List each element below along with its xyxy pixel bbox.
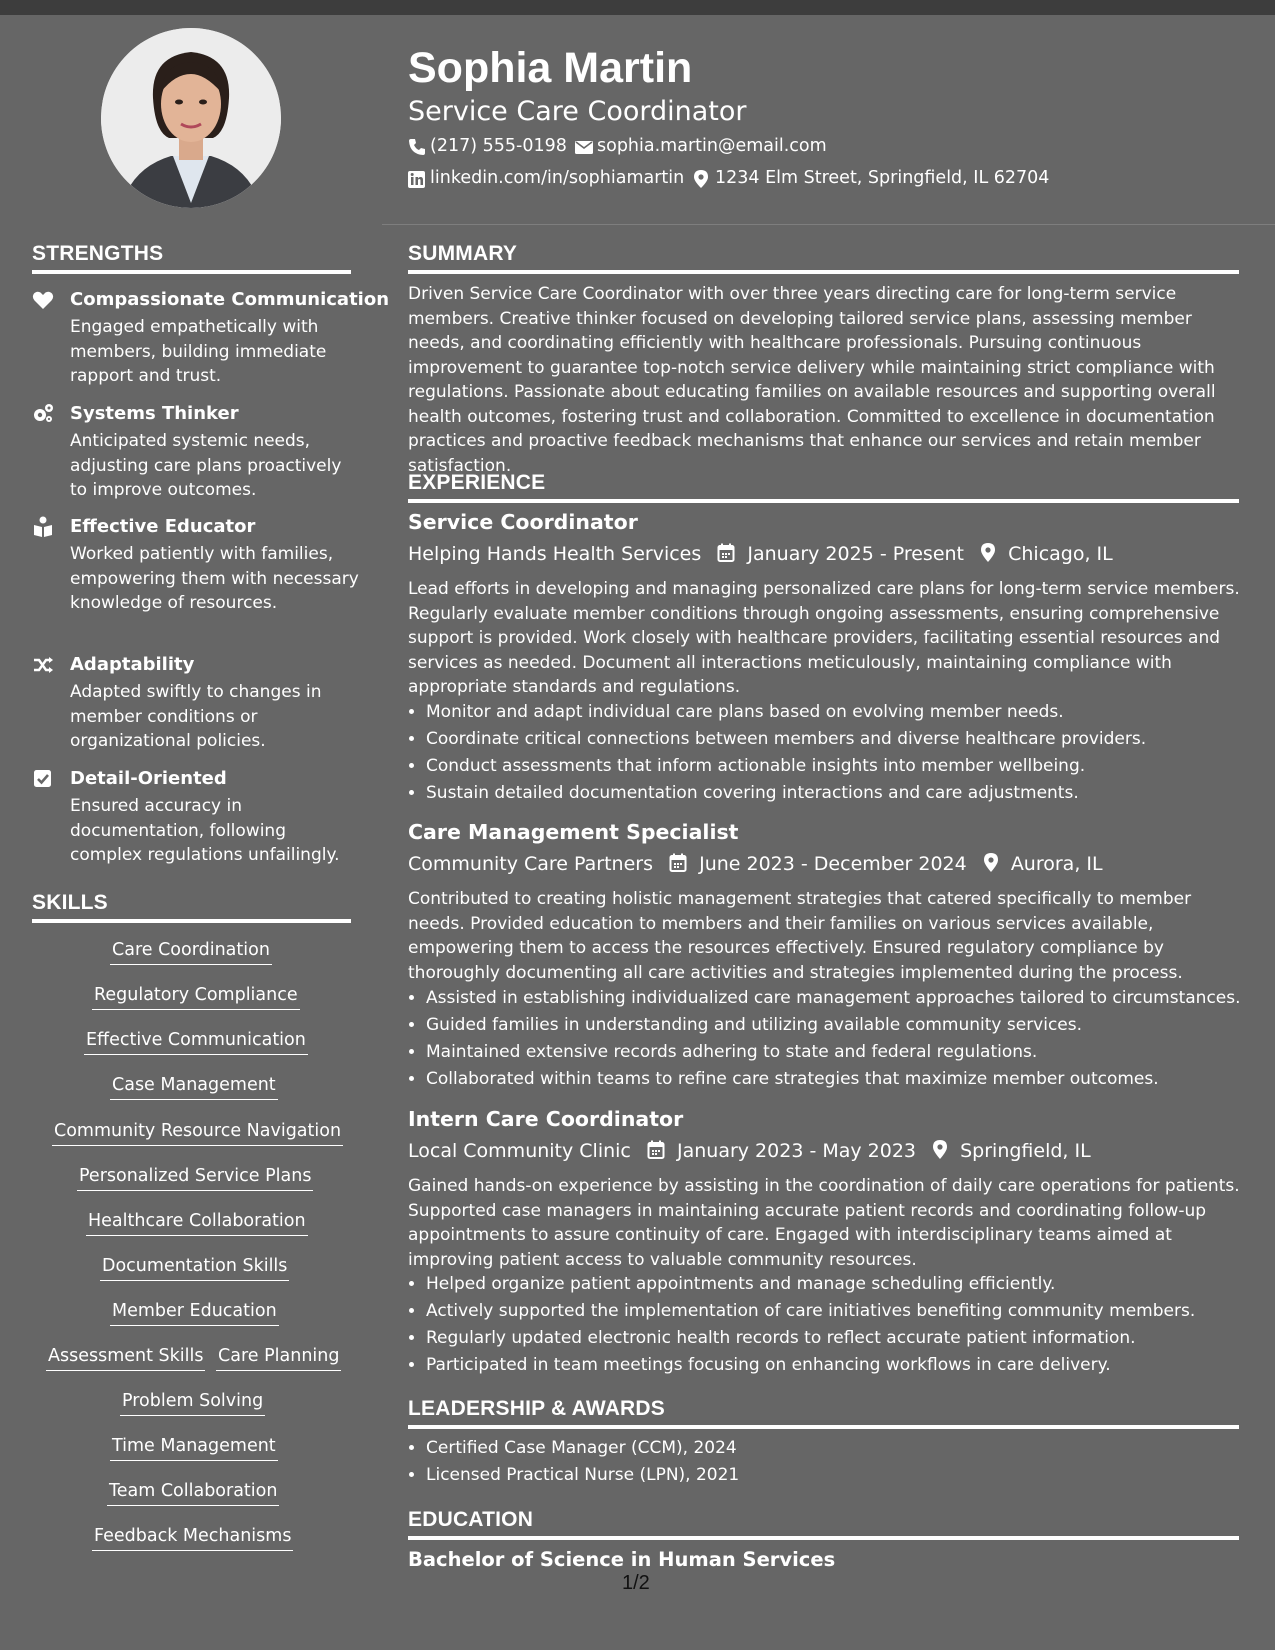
education-degree: Bachelor of Science in Human Services: [408, 1548, 836, 1571]
book-reader-icon: [32, 516, 54, 538]
list-item: • Regularly updated electronic health records to reflect accurate patient information.: [426, 1325, 1246, 1352]
job-description: Contributed to creating holistic management strategies that catered specifically to member needs. Provided education to members and their families on various services available, empowering them to access the resources effectively. Ensured regulatory compliance by thoroughly documenting all care activities and strategies implemented during the process.: [408, 889, 1192, 983]
skill-tag: Effective Communication: [84, 1030, 308, 1055]
map-pin-icon: [932, 1140, 948, 1159]
list-item: • Guided families in understanding and utilizing available community services.: [426, 1012, 1246, 1039]
candidate-name: Sophia Martin: [408, 44, 693, 92]
calendar-icon: [669, 853, 687, 872]
skills-heading: SKILLS: [32, 891, 351, 923]
job-description: Gained hands-on experience by assisting in the coordination of daily care operations for patients. Supported case managers in maintaining accurate patient records and coordinating follow-up appointments to assure continuity of care. Engaged with interdisciplinary teams aimed at improving patient access to valuable community resources.: [408, 1176, 1240, 1270]
strengths-heading: STRENGTHS: [32, 242, 351, 274]
summary-heading: SUMMARY: [408, 242, 1239, 274]
skill-tag: Healthcare Collaboration: [86, 1211, 308, 1236]
education-heading: EDUCATION: [408, 1508, 1239, 1540]
job-meta: [408, 543, 1113, 565]
job-title: Care Management Specialist: [408, 820, 739, 844]
job-meta: [408, 1140, 1091, 1162]
heart-icon: [32, 289, 54, 311]
list-item: • Monitor and adapt individual care plans based on evolving member needs.: [426, 699, 1246, 726]
summary-text: Driven Service Care Coordinator with over three years directing care for long-term service members. Creative thinker focused on developing tailored service plans, assessing member needs, and coordinating efficiently with healthcare professionals. Pursuing continuous improvement to guarantee top-notch service delivery while maintaining strict compliance with regulations. Passionate about educating families on available resources and supporting overall health outcomes, fostering trust and collaboration. Committed to excellence in documentation practices and proactive feedback mechanisms that enhance our services and retain member satisfaction.: [408, 284, 1216, 476]
job-bullets: [408, 699, 1246, 807]
skill-tag: Assessment Skills: [46, 1346, 205, 1371]
job-description: Lead efforts in developing and managing personalized care plans for long-term service members. Regularly evaluate member conditions through ongoing assessments, ensuring comprehensive support is provided. Work closely with healthcare providers, facilitating essential resources and services as needed. Document all interactions meticulously, maintaining compliance with appropriate standards and regulations.: [408, 579, 1240, 697]
profile-photo: [101, 28, 281, 208]
skill-tag: Community Resource Navigation: [52, 1121, 343, 1146]
list-item: • Coordinate critical connections between members and diverse healthcare providers.: [426, 726, 1246, 753]
list-item: • Helped organize patient appointments and manage scheduling efficiently.: [426, 1271, 1246, 1298]
skill-tag: Care Coordination: [110, 940, 272, 965]
calendar-icon: [717, 543, 735, 562]
job-dates: January 2025 - Present: [747, 543, 965, 565]
skill-tag: Documentation Skills: [100, 1256, 289, 1281]
list-item: • Conduct assessments that inform actionable insights into member wellbeing.: [426, 753, 1246, 780]
checkbox-icon: [32, 768, 54, 790]
list-item: • Licensed Practical Nurse (LPN), 2021: [426, 1462, 1246, 1489]
job-location: Chicago, IL: [1008, 543, 1113, 565]
awards-list: [408, 1435, 1246, 1489]
shuffle-icon: [32, 654, 54, 676]
skill-tag: Care Planning: [216, 1346, 341, 1371]
job-title: Service Coordinator: [408, 510, 638, 534]
gears-icon: [32, 403, 54, 425]
job-company: Helping Hands Health Services: [408, 543, 702, 565]
list-item: • Collaborated within teams to refine care strategies that maximize member outcomes.: [426, 1066, 1246, 1093]
job-meta: [408, 853, 1103, 875]
job-title: Intern Care Coordinator: [408, 1107, 684, 1131]
page-number: 1/2: [622, 1572, 650, 1594]
skill-tag: Problem Solving: [120, 1391, 265, 1416]
envelope-icon: [575, 138, 593, 156]
job-dates: January 2023 - May 2023: [676, 1140, 917, 1162]
skill-tag: Team Collaboration: [107, 1481, 279, 1506]
job-company: Local Community Clinic: [408, 1140, 631, 1162]
job-bullets: [408, 985, 1246, 1093]
skill-tag: Case Management: [110, 1075, 278, 1100]
list-item: • Certified Case Manager (CCM), 2024: [426, 1435, 1246, 1462]
map-pin-icon: [693, 170, 709, 188]
map-pin-icon: [983, 853, 999, 872]
candidate-title: Service Care Coordinator: [408, 96, 747, 127]
list-item: • Actively supported the implementation of care initiatives benefiting community members.: [426, 1298, 1246, 1325]
linkedin-icon: [408, 170, 426, 188]
job-dates: June 2023 - December 2024: [699, 853, 967, 875]
top-bar: [0, 0, 1275, 15]
job-location: Aurora, IL: [1010, 853, 1103, 875]
skill-tag: Time Management: [110, 1436, 278, 1461]
skill-tag: Feedback Mechanisms: [92, 1526, 293, 1551]
list-item: • Participated in team meetings focusing on enhancing workflows in care delivery.: [426, 1352, 1246, 1379]
job-bullets: [408, 1271, 1246, 1379]
map-pin-icon: [980, 543, 996, 562]
awards-heading: LEADERSHIP & AWARDS: [408, 1397, 1239, 1429]
skill-tag: Regulatory Compliance: [92, 985, 300, 1010]
skill-tag: Member Education: [110, 1301, 279, 1326]
phone-icon: [408, 138, 426, 156]
calendar-icon: [647, 1140, 665, 1159]
list-item: • Assisted in establishing individualized care management approaches tailored to circumstances.: [426, 985, 1246, 1012]
job-location: Springfield, IL: [960, 1140, 1091, 1162]
skill-tag: Personalized Service Plans: [77, 1166, 313, 1191]
header-divider: [382, 224, 1275, 225]
list-item: • Sustain detailed documentation covering interactions and care adjustments.: [426, 780, 1246, 807]
list-item: • Maintained extensive records adhering to state and federal regulations.: [426, 1039, 1246, 1066]
experience-heading: EXPERIENCE: [408, 471, 1239, 503]
job-company: Community Care Partners: [408, 853, 653, 875]
